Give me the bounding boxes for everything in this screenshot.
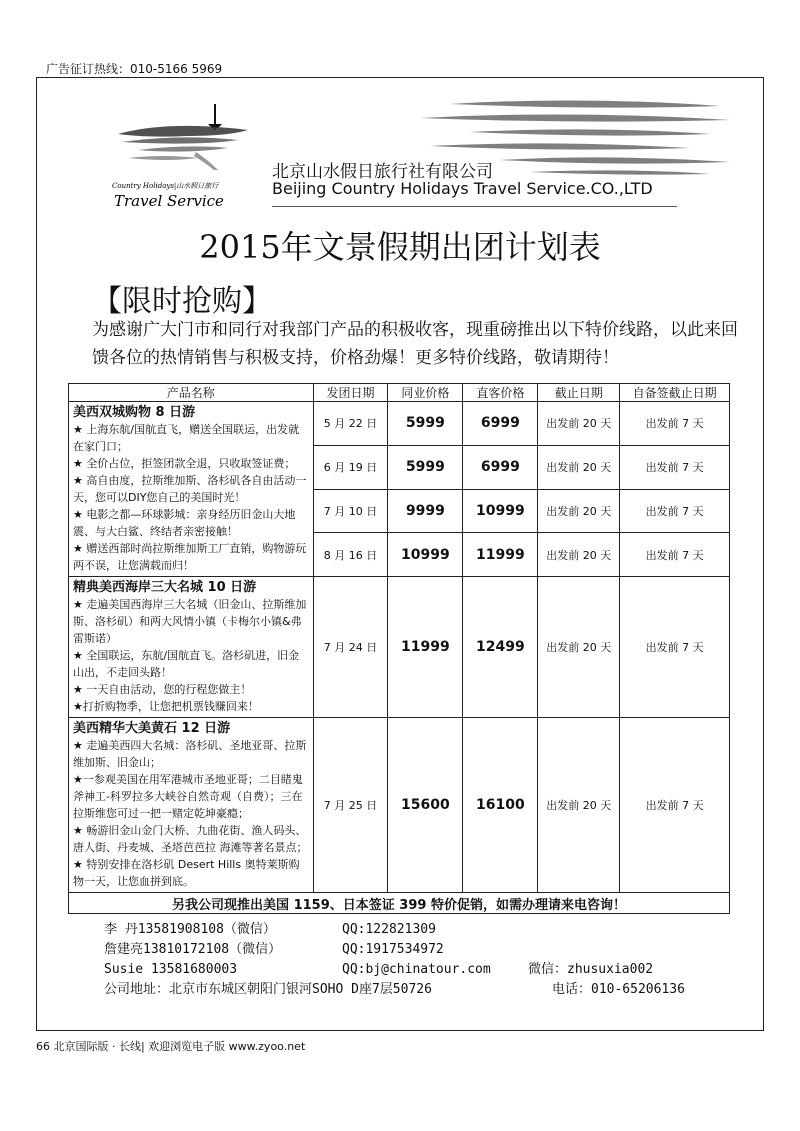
route-desc-line: ★ 一天自由活动，您的行程您做主！ [73, 683, 252, 696]
visa-deadline: 出发前 7 天 [620, 402, 730, 446]
deadline: 出发前 20 天 [538, 718, 620, 893]
intro-text: 为感谢广大门市和同行对我部门产品的积极收客，现重磅推出以下特价线路，以此来回馈各位的热情销售与积极支持，价格劲爆！更多特价线路，敬请期待！ [92, 320, 738, 368]
departure-date: 6 月 19 日 [313, 445, 388, 489]
logo-brand-main: Travel Service [114, 192, 224, 210]
header-deadline: 截止日期 [538, 384, 620, 402]
departure-date: 7 月 10 日 [313, 489, 388, 533]
visa-deadline: 出发前 7 天 [620, 489, 730, 533]
company-name-cn: 北京山水假日旅行社有限公司 [272, 162, 493, 182]
route-cell [69, 718, 314, 893]
contact-qq: QQ:bj@chinatour.com [342, 962, 491, 977]
header-trade-price: 同业价格 [388, 384, 463, 402]
header-date: 发团日期 [313, 384, 388, 402]
visa-deadline: 出发前 7 天 [620, 577, 730, 718]
company-phone: 电话：010-65206136 [552, 982, 685, 997]
table-row [69, 402, 730, 446]
visa-deadline: 出发前 7 天 [620, 533, 730, 577]
deadline: 出发前 20 天 [538, 489, 620, 533]
table-footer-note: 另我公司现推出美国 1159、日本签证 399 特价促销，如需办理请来电咨询！ [69, 893, 730, 914]
visa-deadline: 出发前 7 天 [620, 445, 730, 489]
route-title: 美西精华大美黄石 12 日游 [73, 721, 231, 736]
departure-date: 7 月 24 日 [313, 577, 388, 718]
company-address: 公司地址：北京市东城区朝阳门银河SOHO D座7层50726 [104, 982, 432, 997]
logo-brand-small: Country Holidays|山水假日旅行 [112, 182, 219, 190]
departure-date: 5 月 22 日 [313, 402, 388, 446]
route-desc-line: ★ 特别安排在洛杉矶 Desert Hills 奥特莱斯购物一天，让您血拼到底。 [73, 858, 300, 888]
company-logo [108, 100, 258, 210]
logo-lighthouse-icon [208, 104, 222, 130]
route-desc-line: ★ 电影之都—环球影城：亲身经历旧金山大地震、与大白鲨、终结者亲密接触！ [73, 508, 296, 538]
header-visa-deadline: 自备签截止日期 [620, 384, 730, 402]
route-desc-line: ★ 畅游旧金山金门大桥、九曲花街、渔人码头、唐人街、丹麦城、圣塔芭芭拉 海滩等著名景点； [73, 824, 308, 854]
table-footer-row [69, 893, 730, 914]
route-desc-line: ★ 走遍美西四大名城：洛杉矶、圣地亚哥、拉斯维加斯、旧金山； [73, 739, 307, 769]
retail-price: 11999 [463, 533, 538, 577]
route-desc-line: ★ 高自由度，拉斯维加斯、洛杉矶各自由活动一天，您可以DIY您自己的美国时光！ [73, 474, 307, 504]
page-footer: 66 北京国际版 · 长线| 欢迎浏览电子版 www.zyoo.net [36, 1040, 306, 1053]
route-desc-line: ★ 上海东航/国航直飞，赠送全国联运，出发就在家门口； [73, 423, 300, 453]
route-desc-line: ★一参观美国在用军港城市圣地亚哥；二目睹鬼斧神工-科罗拉多大峡谷自然奇观（自费）；三在拉斯维您可过一把一赌定乾坤豪瘾； [73, 773, 303, 820]
contact-qq: QQ:1917534972 [342, 942, 444, 957]
retail-price: 16100 [463, 718, 538, 893]
table-row [69, 577, 730, 718]
retail-price: 6999 [463, 445, 538, 489]
contact-wechat: 微信：zhusuxia002 [528, 962, 654, 977]
logo-water-reflection-icon [118, 126, 248, 170]
contact-name-phone: 詹建亮13810172108（微信） [104, 942, 282, 957]
header-product: 产品名称 [69, 384, 314, 402]
trade-price: 11999 [388, 577, 463, 718]
header-retail-price: 直客价格 [463, 384, 538, 402]
route-cell [69, 577, 314, 718]
route-cell [69, 402, 314, 577]
route-desc-line: ★ 走遍美国西海岸三大名城（旧金山、拉斯维加斯、洛杉矶）和两大风情小镇（卡梅尔小镇&弗雷斯诺） [73, 598, 307, 645]
contact-qq: QQ:122821309 [342, 922, 436, 937]
route-desc-line: ★ 全国联运，东航/国航直飞。洛杉矶进，旧金山出，不走回头路！ [73, 649, 300, 679]
trade-price: 5999 [388, 445, 463, 489]
company-divider [272, 206, 677, 207]
route-title: 精典美西海岸三大名城 10 日游 [73, 580, 257, 595]
contact-name-phone: 李 丹13581908108（微信） [104, 922, 276, 937]
departure-date: 7 月 25 日 [313, 718, 388, 893]
trade-price: 15600 [388, 718, 463, 893]
route-desc-line: ★ 赠送西部时尚拉斯维加斯工厂直销，购物游玩两不误，让您满载而归！ [73, 542, 307, 572]
deadline: 出发前 20 天 [538, 402, 620, 446]
deadline: 出发前 20 天 [538, 445, 620, 489]
retail-price: 6999 [463, 402, 538, 446]
visa-deadline: 出发前 7 天 [620, 718, 730, 893]
company-name-en: Beijing Country Holidays Travel Service.CO.,LTD [272, 179, 653, 198]
promo-heading: 【限时抢购】 [92, 284, 272, 319]
route-desc-line: ★ 全价占位，拒签团款全退，只收取签证费； [73, 457, 296, 470]
tour-schedule-table [68, 383, 730, 914]
route-title: 美西双城购物 8 日游 [73, 405, 196, 420]
deadline: 出发前 20 天 [538, 577, 620, 718]
table-header-row [69, 384, 730, 402]
retail-price: 10999 [463, 489, 538, 533]
page-title: 2015年文景假期出团计划表 [199, 228, 601, 266]
deadline: 出发前 20 天 [538, 533, 620, 577]
trade-price: 10999 [388, 533, 463, 577]
table-row [69, 718, 730, 893]
trade-price: 5999 [388, 402, 463, 446]
route-desc-line: ★打折购物季，让您把机票钱赚回来！ [73, 700, 259, 713]
retail-price: 12499 [463, 577, 538, 718]
contact-name-phone: Susie 13581680003 [104, 962, 238, 977]
departure-date: 8 月 16 日 [313, 533, 388, 577]
trade-price: 9999 [388, 489, 463, 533]
ad-hotline: 广告征订热线：010-5166 5969 [46, 62, 223, 76]
